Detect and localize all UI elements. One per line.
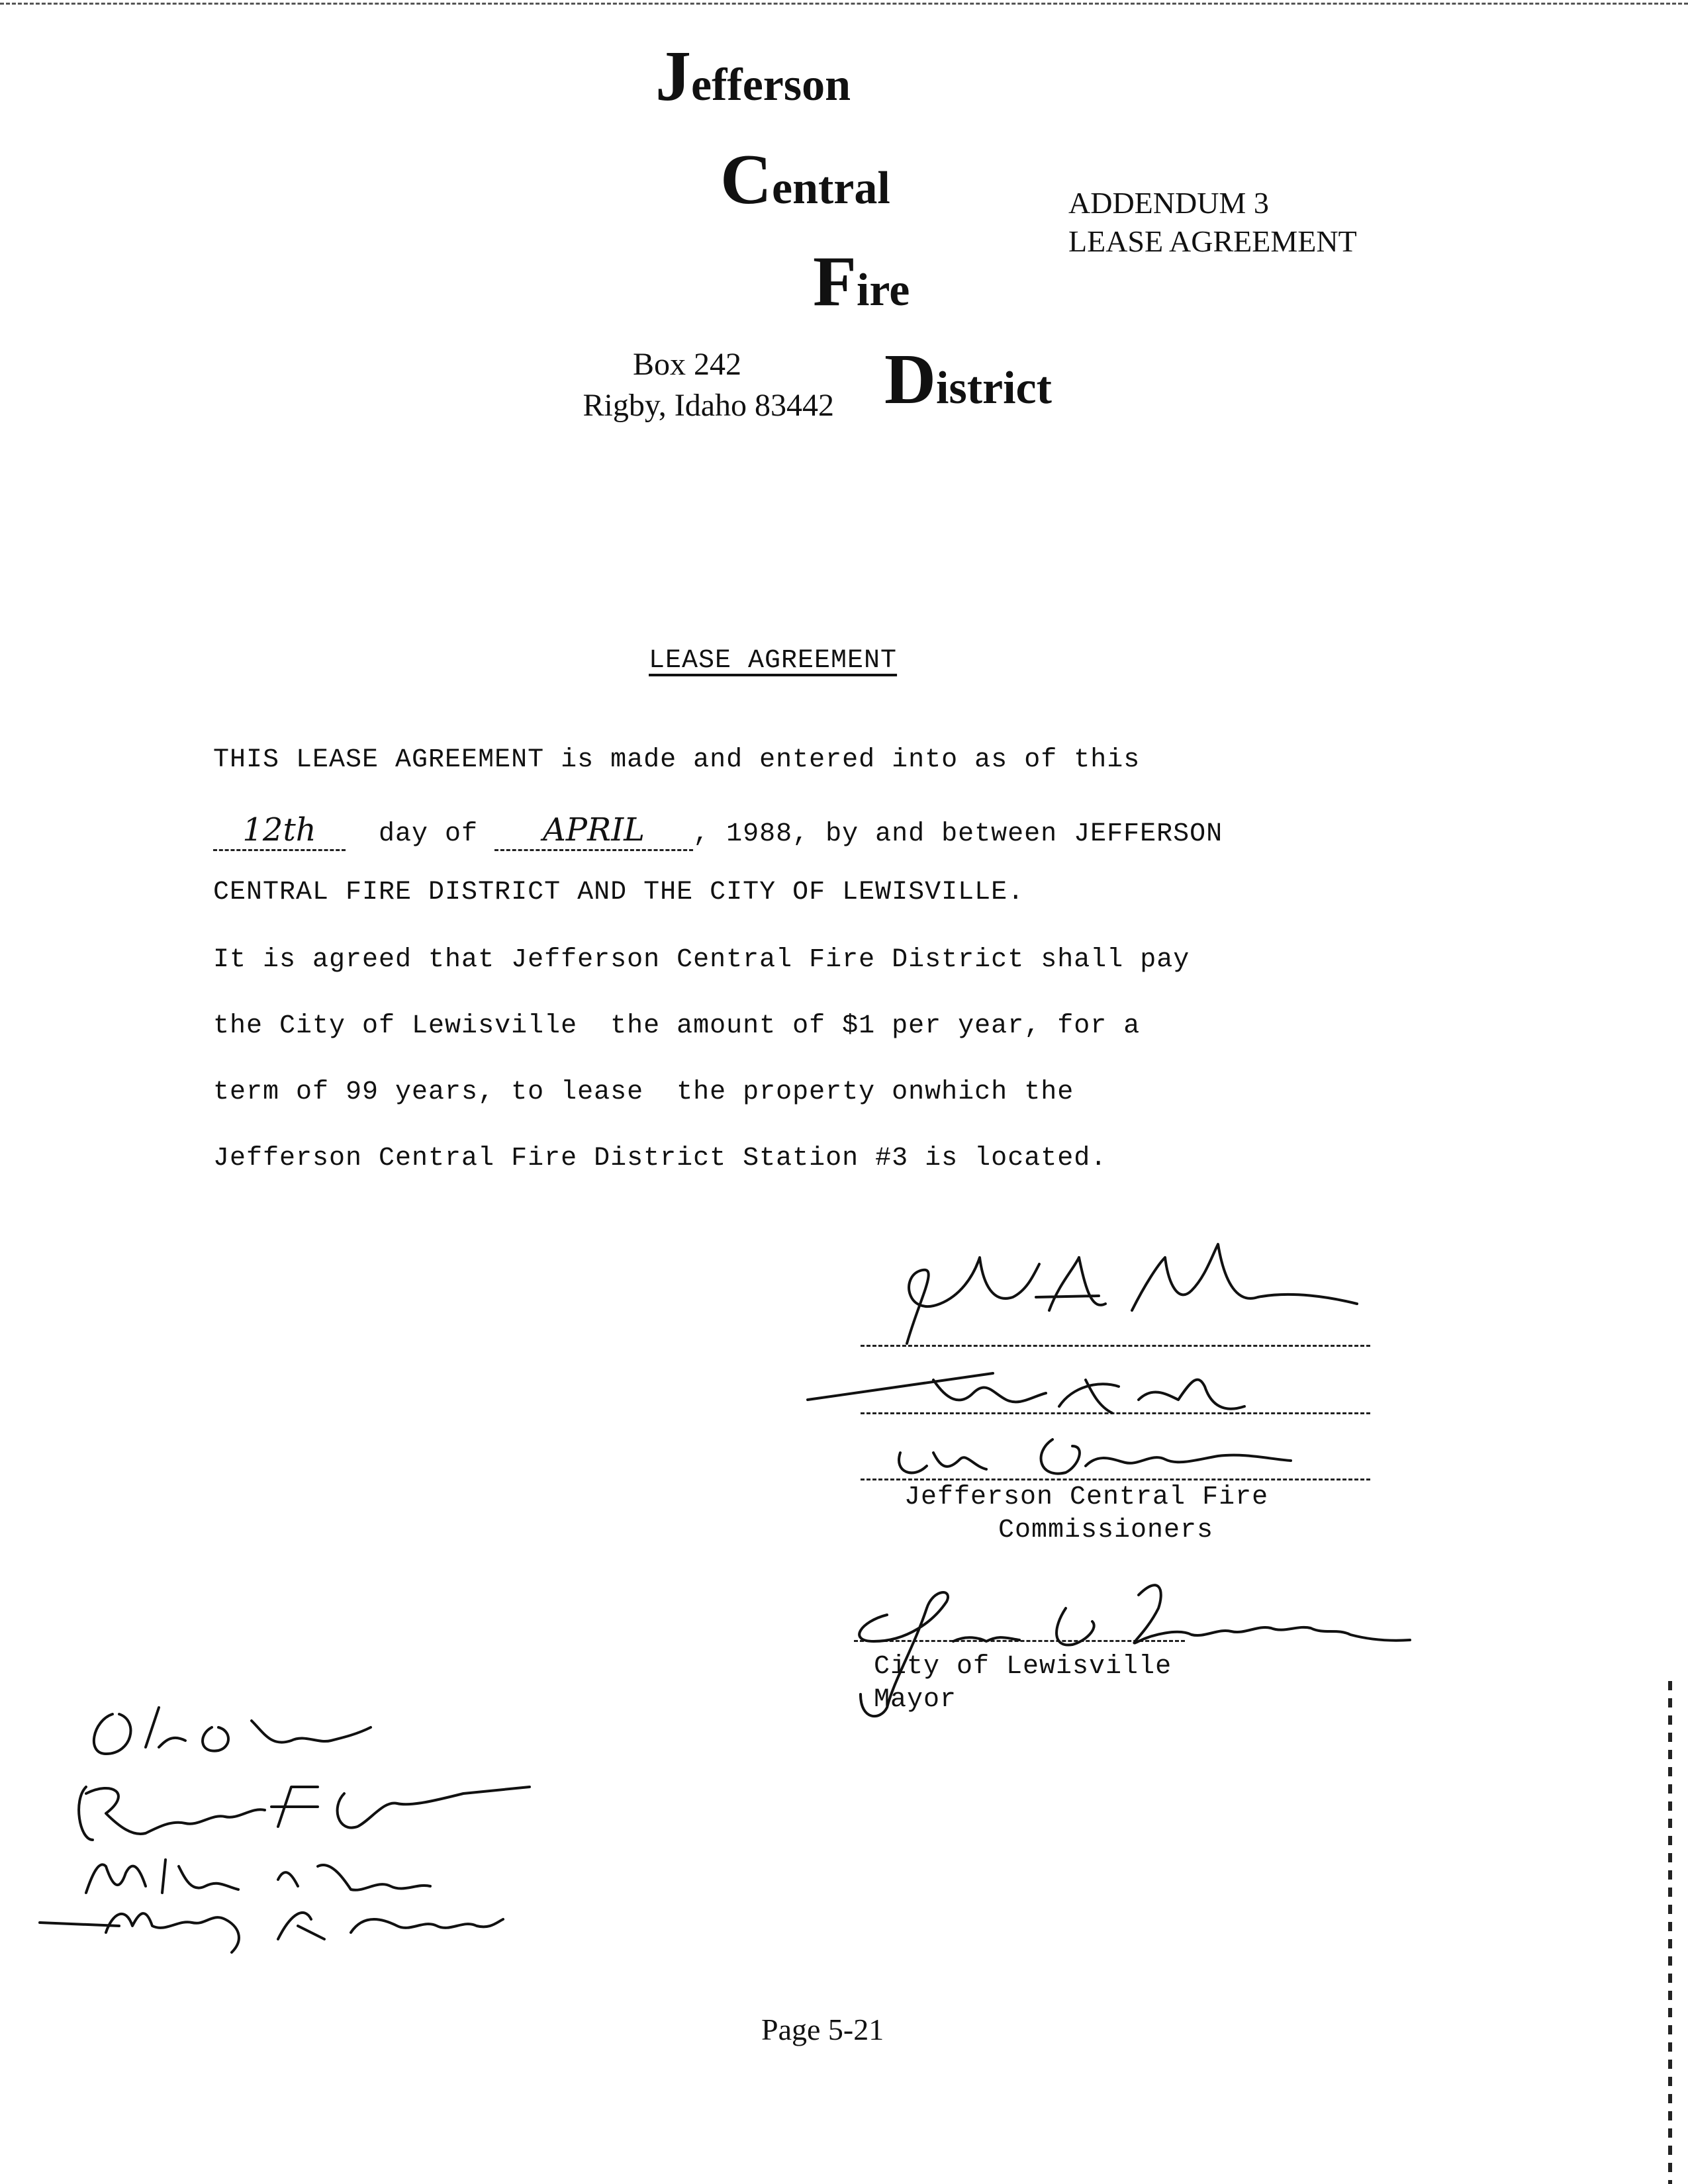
month-fill: [494, 811, 693, 851]
scan-edge-artifact: [1668, 1681, 1672, 2184]
commissioner-signature-1: [880, 1218, 1370, 1350]
letterhead-word-jefferson: Jefferson: [655, 37, 851, 116]
day-of-label: day of: [379, 819, 479, 849]
body-line-7: Jefferson Central Fire District Station #3 is located.: [213, 1144, 1107, 1173]
year-clause: , 1988, by and between JEFFERSON: [693, 819, 1223, 849]
address-line-box: Box 242: [632, 347, 741, 382]
page-number: Page 5-21: [761, 2013, 884, 2046]
body-line-4: It is agreed that Jefferson Central Fire District shall pay: [213, 945, 1190, 975]
addendum-line-2: LEASE AGREEMENT: [1068, 224, 1357, 258]
body-line-6: term of 99 years, to lease the property onwhich the: [213, 1077, 1074, 1107]
witness-signatures: [40, 1694, 569, 1985]
commissioners-caption-line-2: Commissioners: [998, 1516, 1214, 1545]
letterhead-address: [503, 344, 834, 426]
commissioner-signature-3: [887, 1413, 1297, 1486]
document-title: LEASE AGREEMENT: [649, 646, 898, 676]
city-caption-line-1: City of Lewisville: [874, 1652, 1172, 1682]
top-edge-rule: [0, 3, 1688, 5]
addendum-label: [1068, 184, 1357, 261]
body-line-2: [213, 811, 1223, 851]
letterhead-word-district: District: [884, 340, 1052, 419]
day-fill: [213, 811, 346, 851]
day-value: 12th: [242, 811, 316, 848]
body-line-5: the City of Lewisville the amount of $1 per year, for a: [213, 1011, 1141, 1041]
city-caption-line-2: Mayor: [874, 1685, 957, 1715]
addendum-line-1: ADDENDUM 3: [1068, 186, 1269, 220]
address-line-city: Rigby, Idaho 83442: [583, 388, 834, 423]
commissioners-caption-line-1: Jefferson Central Fire: [904, 1482, 1269, 1512]
body-line-3: CENTRAL FIRE DISTRICT AND THE CITY OF LEWISVILLE.: [213, 878, 1025, 907]
letterhead-word-fire: Fire: [813, 242, 910, 321]
letterhead-word-central: Central: [720, 140, 890, 219]
month-value: APRIL: [543, 811, 645, 848]
body-line-1: THIS LEASE AGREEMENT is made and entered into as of this: [213, 745, 1141, 775]
